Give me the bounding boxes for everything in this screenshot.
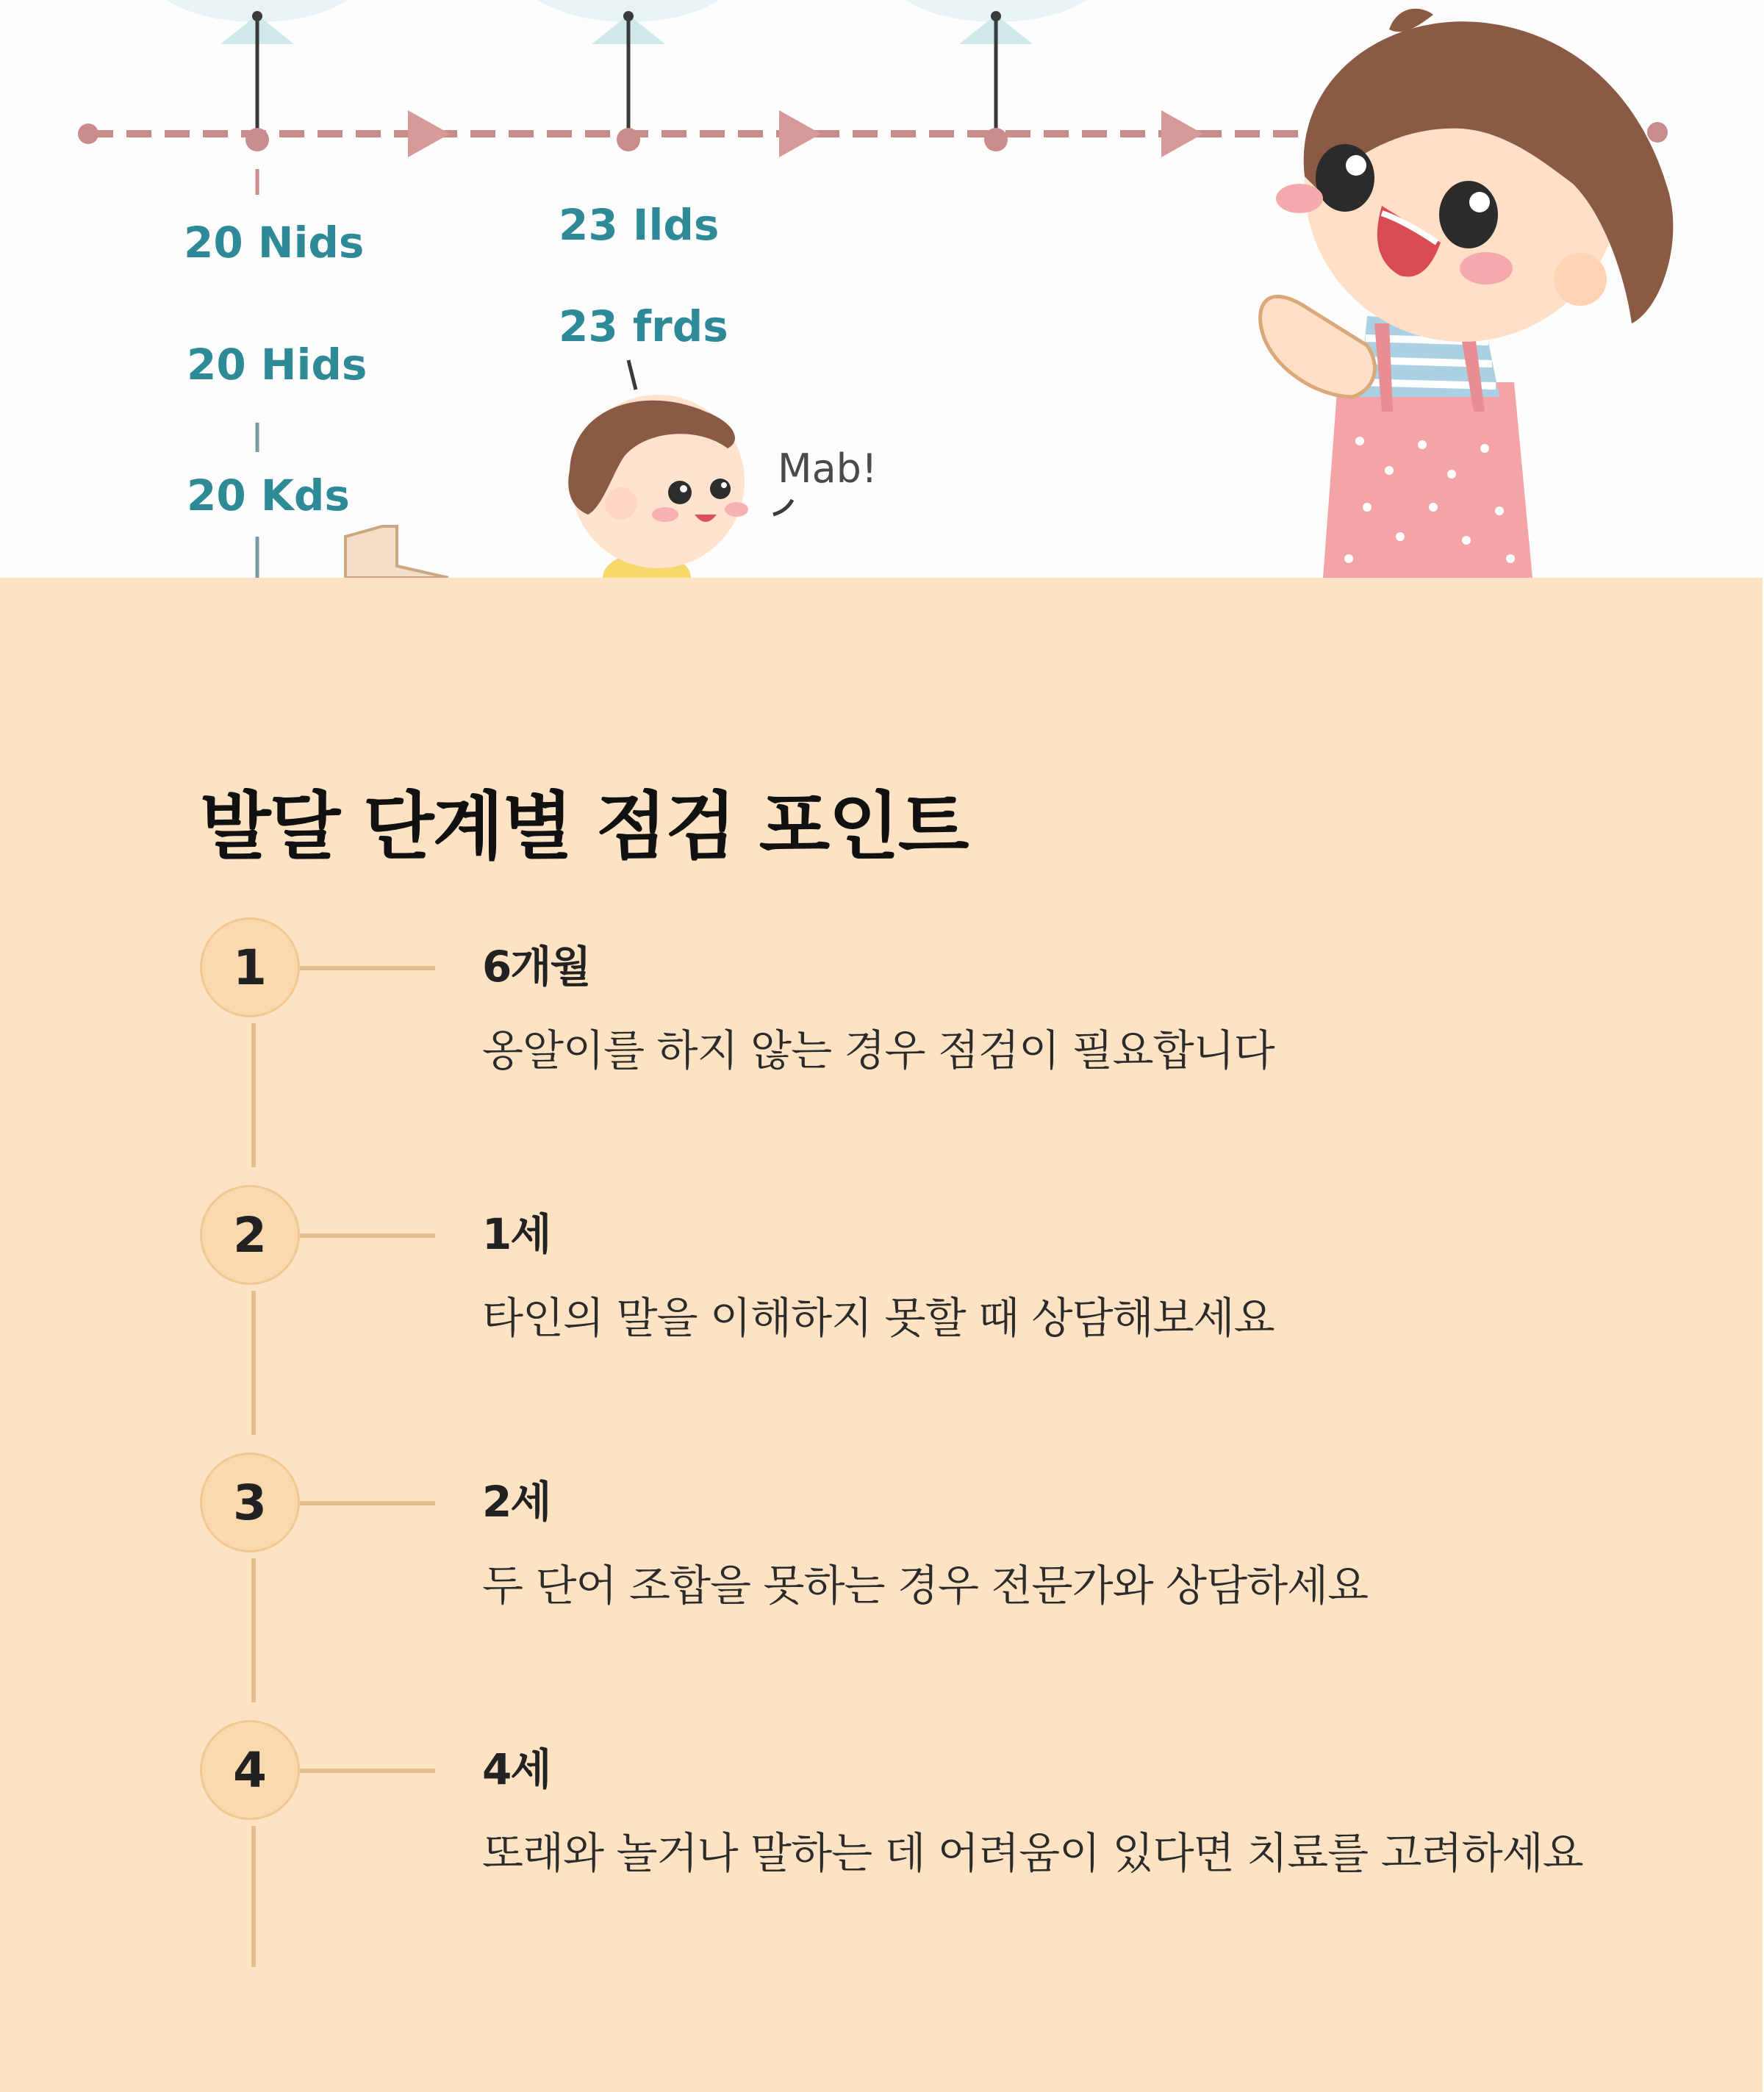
step-connector (300, 966, 435, 970)
step-connector (300, 1233, 435, 1238)
arrow-right-icon (1161, 110, 1203, 157)
step-number-badge: 4 (200, 1720, 300, 1820)
checkpoint-step (0, 1720, 1764, 1882)
step-description: 두 단어 조합을 못하는 경우 전문가와 상담하세요 (482, 1561, 1369, 1611)
step-description: 또래와 놀거나 말하는 데 어려움이 있다면 치료를 고려하세요 (482, 1828, 1583, 1878)
checkpoint-step (0, 1185, 1764, 1347)
speech-bubble-text: Mab! (778, 445, 878, 492)
hero-illustration (0, 0, 1764, 578)
arrow-right-icon (779, 110, 821, 157)
arrow-right-icon (408, 110, 450, 157)
step-age: 6개월 (482, 942, 590, 992)
timeline-label: 23 frds (559, 301, 728, 351)
step-connector (300, 1769, 435, 1773)
step-number-badge: 1 (200, 917, 300, 1017)
checkpoint-step (0, 917, 1764, 1079)
step-description: 타인의 말을 이해하지 못할 때 상담해보세요 (482, 1293, 1274, 1343)
small-baby-illustration (568, 395, 748, 578)
timeline-label: 20 Hids (187, 340, 368, 390)
step-description: 옹알이를 하지 않는 경우 점검이 필요합니다 (482, 1025, 1274, 1075)
step-connector (300, 1501, 435, 1505)
step-age: 1세 (482, 1209, 551, 1259)
section-title: 발달 단계별 점검 포인트 (200, 784, 968, 870)
timeline-label: 20 Kds (187, 470, 350, 520)
checkpoints-panel (0, 578, 1764, 2092)
checkpoint-step (0, 1452, 1764, 1614)
big-baby-illustration (1261, 9, 1674, 578)
timeline-label: 20 Nids (184, 218, 365, 268)
step-number-badge: 3 (200, 1452, 300, 1552)
step-age: 4세 (482, 1744, 551, 1794)
step-number-badge: 2 (200, 1185, 300, 1285)
timeline-label: 23 Ilds (559, 200, 720, 250)
step-age: 2세 (482, 1477, 551, 1527)
